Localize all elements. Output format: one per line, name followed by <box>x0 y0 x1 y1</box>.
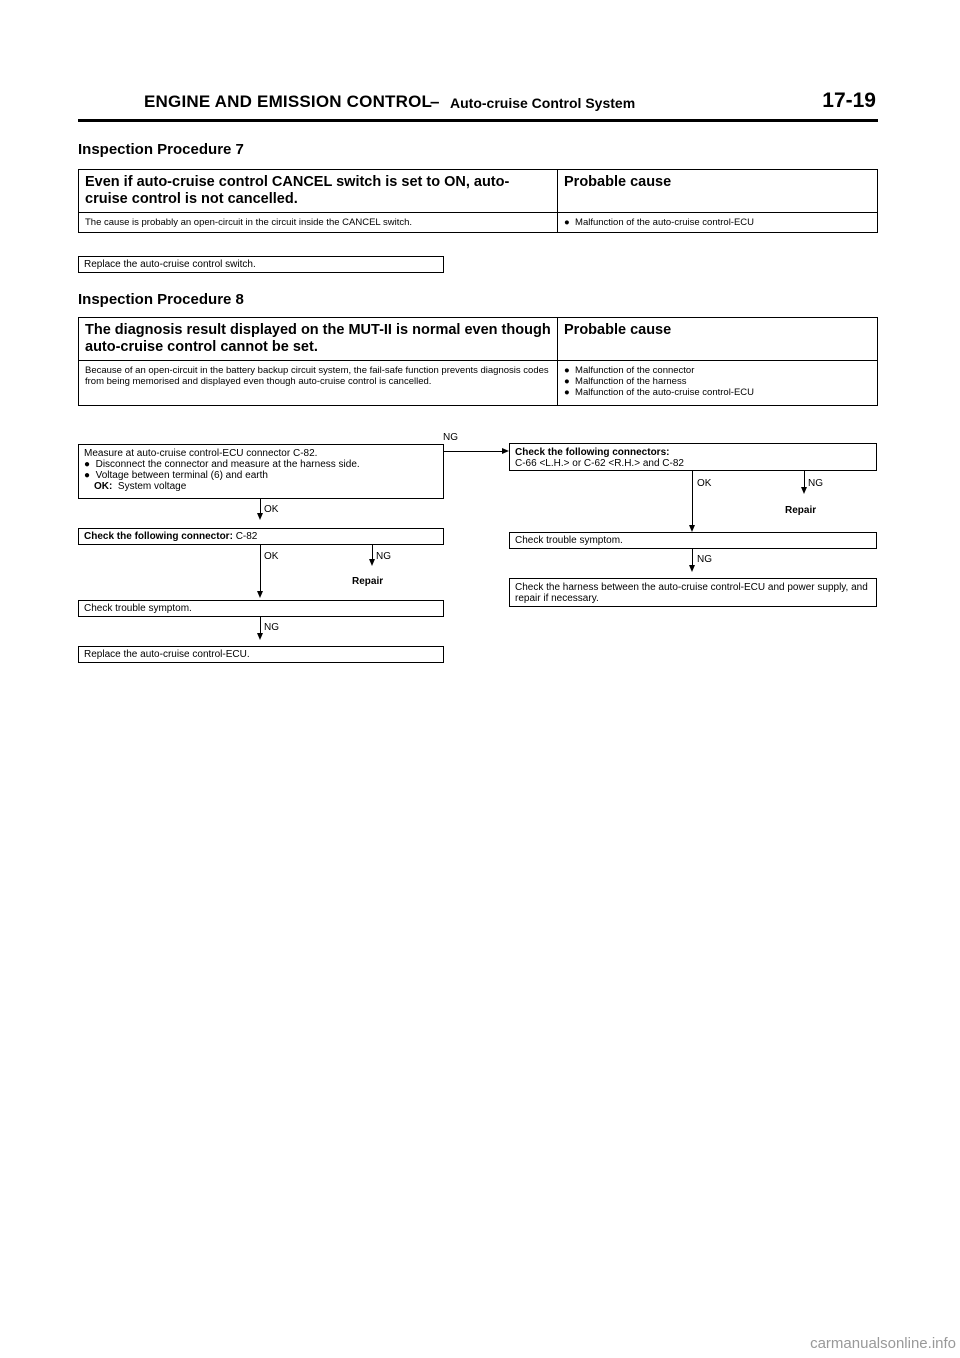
arrow-down-icon <box>689 565 695 572</box>
header-title: ENGINE AND EMISSION CONTROL <box>144 92 433 111</box>
proc8-cause-item: ● Malfunction of the harness <box>564 376 687 387</box>
measure-ok-line: OK: System voltage <box>94 481 187 492</box>
arrow-down-icon <box>257 591 263 598</box>
arrow-down-icon <box>369 559 375 566</box>
footer-watermark: carmanualsonline.info <box>810 1335 956 1352</box>
arrow-right-icon <box>502 448 509 454</box>
ok-line-measure <box>260 499 261 514</box>
ng-label-c82: NG <box>376 551 391 562</box>
proc7-cause-item: ● Malfunction of the auto-cruise control-ECU <box>564 217 755 228</box>
measure-line2: ● Disconnect the connector and measure at the harness side. <box>84 459 360 470</box>
proc7-action: Replace the auto-cruise control switch. <box>78 256 444 273</box>
ng-label-symptom-right: NG <box>697 554 712 565</box>
ng-line-symptom-right <box>692 549 693 566</box>
proc8-title: Inspection Procedure 8 <box>78 291 244 308</box>
proc8-cause-item: ● Malfunction of the connector <box>564 365 695 376</box>
check-symptom-left-box: Check trouble symptom. <box>78 600 444 617</box>
proc7-cause-heading: Probable cause <box>558 170 878 213</box>
ng-label-symptom-left: NG <box>264 622 279 633</box>
ng-label-connectors: NG <box>808 478 823 489</box>
arrow-down-icon <box>689 525 695 532</box>
check-connectors-detail: C-66 <L.H.> or C-62 <R.H.> and C-82 <box>515 458 684 469</box>
check-c82-box <box>78 528 444 545</box>
proc8-cause-item: ● Malfunction of the auto-cruise control-ECU <box>564 387 755 398</box>
arrow-down-icon <box>801 487 807 494</box>
page-header <box>78 89 878 122</box>
arrow-down-icon <box>257 513 263 520</box>
ng-line-measure <box>444 451 504 452</box>
proc7-title: Inspection Procedure 7 <box>78 141 244 158</box>
measure-box <box>78 444 444 499</box>
ok-label-c82: OK <box>264 551 279 562</box>
ok-label-measure: OK <box>264 504 279 515</box>
ng-line-symptom-left <box>260 617 261 634</box>
proc7-causes <box>558 213 878 233</box>
proc7-table <box>78 169 878 233</box>
check-symptom-right-box: Check trouble symptom. <box>509 532 877 549</box>
proc8-symptom: The diagnosis result displayed on the MUT-II is normal even though auto-cruise control cannot be set. <box>79 318 558 361</box>
ok-line-c82 <box>260 545 261 592</box>
proc8-cause-heading: Probable cause <box>558 318 878 361</box>
check-connectors-title: Check the following connectors: <box>515 447 670 458</box>
proc8-causes <box>558 361 878 406</box>
check-harness-box: Check the harness between the auto-cruise control-ECU and power supply, and repair if necessary. <box>509 578 877 607</box>
repair-label-connectors: Repair <box>785 505 817 516</box>
check-c82-detail: C-82 <box>235 531 258 542</box>
replace-ecu-box: Replace the auto-cruise control-ECU. <box>78 646 444 663</box>
ng-line-c82 <box>372 545 373 560</box>
ok-line-connectors <box>692 471 693 526</box>
measure-line3: ● Voltage between terminal (6) and earth <box>84 470 268 481</box>
arrow-down-icon <box>257 633 263 640</box>
repair-label-c82: Repair <box>352 576 384 587</box>
ng-line-connectors <box>804 471 805 488</box>
proc7-symptom: Even if auto-cruise control CANCEL switch is set to ON, auto-cruise control is not cancelled. <box>79 170 558 213</box>
header-rule <box>78 119 878 122</box>
header-dash: – <box>430 92 440 111</box>
check-c82-title: Check the following connector: <box>84 531 233 542</box>
ok-label-connectors: OK <box>697 478 712 489</box>
proc8-table <box>78 317 878 406</box>
ng-label-measure: NG <box>443 432 458 443</box>
check-connectors-box <box>509 443 877 471</box>
measure-line1: Measure at auto-cruise control-ECU connector C-82. <box>84 448 318 459</box>
page-number: 17-19 <box>822 89 876 112</box>
proc8-explanation: Because of an open-circuit in the battery backup circuit system, the fail-safe function prevents diagnosis codes from being memorised and displayed even though auto-cruise control is cancelled. <box>79 361 558 406</box>
header-subtitle: Auto-cruise Control System <box>450 95 636 111</box>
proc7-explanation: The cause is probably an open-circuit in the circuit inside the CANCEL switch. <box>79 213 558 233</box>
